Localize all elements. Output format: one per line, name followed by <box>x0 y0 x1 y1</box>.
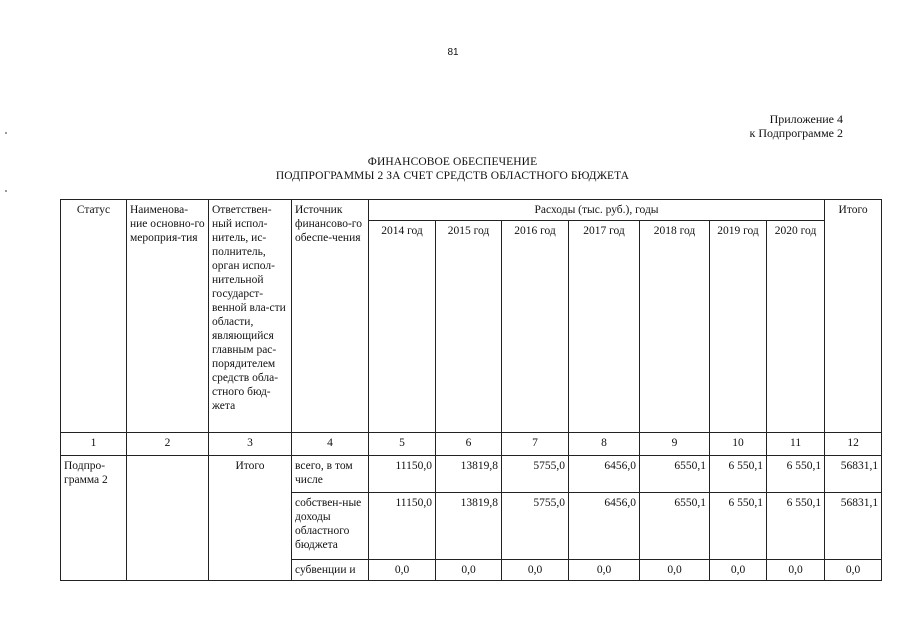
value-cell: 0,0 <box>369 560 436 581</box>
source-cell: собствен-ные доходы областного бюджета <box>292 493 369 560</box>
value-cell: 6 550,1 <box>710 456 767 493</box>
header-year: 2015 год <box>436 221 502 433</box>
value-cell: 5755,0 <box>502 493 569 560</box>
header-year: 2014 год <box>369 221 436 433</box>
header-year: 2020 год <box>767 221 825 433</box>
scan-speck <box>5 132 7 134</box>
column-number: 4 <box>292 433 369 456</box>
value-cell: 6550,1 <box>640 493 710 560</box>
appendix-label <box>750 112 843 140</box>
total-cell: 56831,1 <box>825 456 882 493</box>
table-row <box>61 456 882 493</box>
value-cell: 11150,0 <box>369 456 436 493</box>
value-cell: 6456,0 <box>569 493 640 560</box>
header-expenses: Расходы (тыс. руб.), годы <box>369 200 825 221</box>
source-cell: всего, в том числе <box>292 456 369 493</box>
column-number-row <box>61 433 882 456</box>
header-total: Итого <box>825 200 882 433</box>
value-cell: 13819,8 <box>436 456 502 493</box>
value-cell: 11150,0 <box>369 493 436 560</box>
value-cell: 0,0 <box>640 560 710 581</box>
scan-speck <box>5 190 7 192</box>
total-cell: 0,0 <box>825 560 882 581</box>
column-number: 11 <box>767 433 825 456</box>
value-cell: 0,0 <box>569 560 640 581</box>
source-cell: субвенции и <box>292 560 369 581</box>
value-cell: 6456,0 <box>569 456 640 493</box>
header-source: Источник финансово-го обеспе-чения <box>292 200 369 433</box>
appendix-line-1: Приложение 4 <box>769 112 843 126</box>
column-number: 5 <box>369 433 436 456</box>
header-row-1 <box>61 200 882 221</box>
value-cell: 0,0 <box>502 560 569 581</box>
page-number: 81 <box>447 47 459 58</box>
value-cell: 5755,0 <box>502 456 569 493</box>
status-cell: Подпро-грамма 2 <box>61 456 127 581</box>
column-number: 7 <box>502 433 569 456</box>
value-cell: 0,0 <box>767 560 825 581</box>
total-cell: 56831,1 <box>825 493 882 560</box>
title-line-1: ФИНАНСОВОЕ ОБЕСПЕЧЕНИЕ <box>367 156 538 168</box>
value-cell: 6 550,1 <box>767 456 825 493</box>
document-title <box>0 156 905 183</box>
financing-table <box>60 199 882 581</box>
activity-cell <box>127 456 209 581</box>
header-year: 2019 год <box>710 221 767 433</box>
title-line-2: ПОДПРОГРАММЫ 2 ЗА СЧЕТ СРЕДСТВ ОБЛАСТНОГО БЮДЖЕТА <box>275 169 630 182</box>
header-year: 2018 год <box>640 221 710 433</box>
header-executor: Ответствен-ный испол-нитель, ис-полнитель, орган испол-нительной государст-венной вла-сти области, являющийся главным рас-порядителем средств обла-стного бюд-жета <box>209 200 292 433</box>
column-number: 10 <box>710 433 767 456</box>
column-number: 12 <box>825 433 882 456</box>
value-cell: 13819,8 <box>436 493 502 560</box>
value-cell: 6 550,1 <box>767 493 825 560</box>
header-year: 2017 год <box>569 221 640 433</box>
column-number: 2 <box>127 433 209 456</box>
column-number: 9 <box>640 433 710 456</box>
header-status: Статус <box>61 200 127 433</box>
header-year: 2016 год <box>502 221 569 433</box>
column-number: 6 <box>436 433 502 456</box>
value-cell: 0,0 <box>436 560 502 581</box>
column-number: 1 <box>61 433 127 456</box>
value-cell: 6 550,1 <box>710 493 767 560</box>
value-cell: 0,0 <box>710 560 767 581</box>
column-number: 8 <box>569 433 640 456</box>
column-number: 3 <box>209 433 292 456</box>
appendix-line-2: к Подпрограмме 2 <box>749 126 843 140</box>
header-activity: Наименова-ние основно-го мероприя-тия <box>127 200 209 433</box>
executor-cell: Итого <box>209 456 292 581</box>
value-cell: 6550,1 <box>640 456 710 493</box>
